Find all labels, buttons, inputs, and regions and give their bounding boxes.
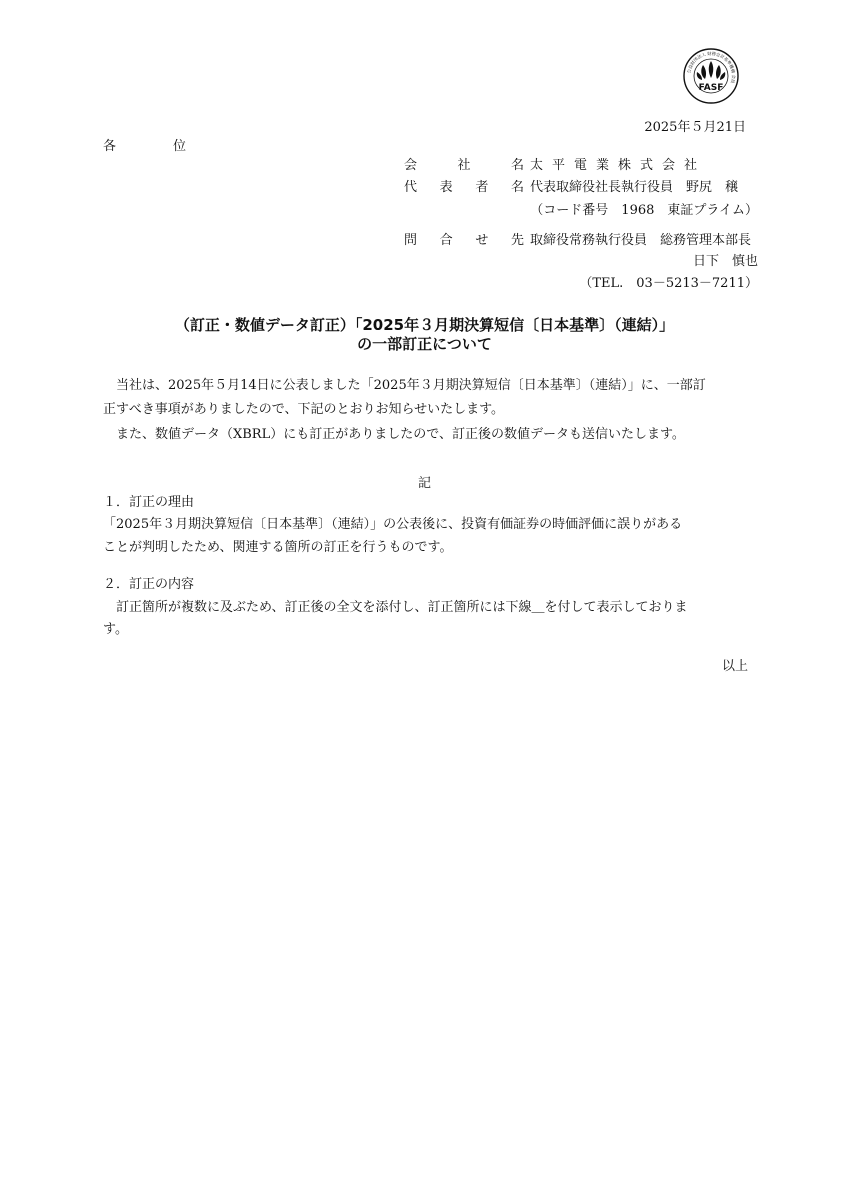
intro-line-2: 正すべき事項がありましたので、下記のとおりお知らせいたします。 [103, 402, 505, 417]
section1-heading: １．訂正の理由 [103, 495, 195, 510]
representative-row [404, 176, 738, 195]
document-title-line2: の一部訂正について [357, 335, 492, 353]
fasf-logo [683, 48, 739, 104]
section2-line-1: 訂正箇所が複数に及ぶため、訂正後の全文を添付し、訂正箇所には下線＿を付して表示しておりま [103, 600, 688, 615]
representative: 代表取締役社長執行役員 野尻 穣 [530, 180, 739, 195]
ki-heading: 記 [417, 476, 431, 491]
document-date: 2025年５月21日 [644, 120, 746, 135]
section2-heading: ２．訂正の内容 [103, 577, 195, 592]
contact-tel: （TEL. 03－5213－7211） [579, 276, 758, 291]
closing: 以上 [721, 659, 748, 674]
company-name-row [404, 154, 706, 173]
section1-line-1: 「2025年３月期決算短信〔日本基準〕（連結）」の公表後に、投資有価証券の時価評価に誤りがある [103, 517, 683, 532]
intro-line-1: 当社は、2025年５月14日に公表しました「2025年３月期決算短信〔日本基準〕（連結）」に、一部訂 [103, 378, 706, 393]
contact-position: 取締役常務執行役員 総務管理本部長 [530, 233, 752, 248]
addressee: 各 位 [103, 139, 209, 154]
company-name-label: 会 社 名 [404, 158, 524, 173]
intro-line-3: また、数値データ（XBRL）にも訂正がありましたので、訂正後の数値データも送信いたします。 [103, 427, 685, 442]
representative-label: 代 表 者 名 [404, 180, 524, 195]
stock-code: （コード番号 1968 東証プライム） [530, 203, 758, 218]
contact-row [404, 229, 751, 248]
contact-name: 日下 慎也 [692, 254, 758, 269]
section1-line-2: ことが判明したため、関連する箇所の訂正を行うものです。 [103, 540, 453, 555]
document-title-line1: （訂正・数値データ訂正）「2025年３月期決算短信〔日本基準〕（連結）」 [174, 316, 675, 334]
contact-label: 問 合 せ 先 [404, 233, 524, 248]
logo-ring-text: 公益財団法人 財務会計基準機構 会員 [686, 50, 737, 84]
logo-text: FASF [698, 83, 724, 93]
company-name: 太平電業株式会社 [530, 158, 707, 173]
section2-line-2: す。 [103, 622, 128, 637]
